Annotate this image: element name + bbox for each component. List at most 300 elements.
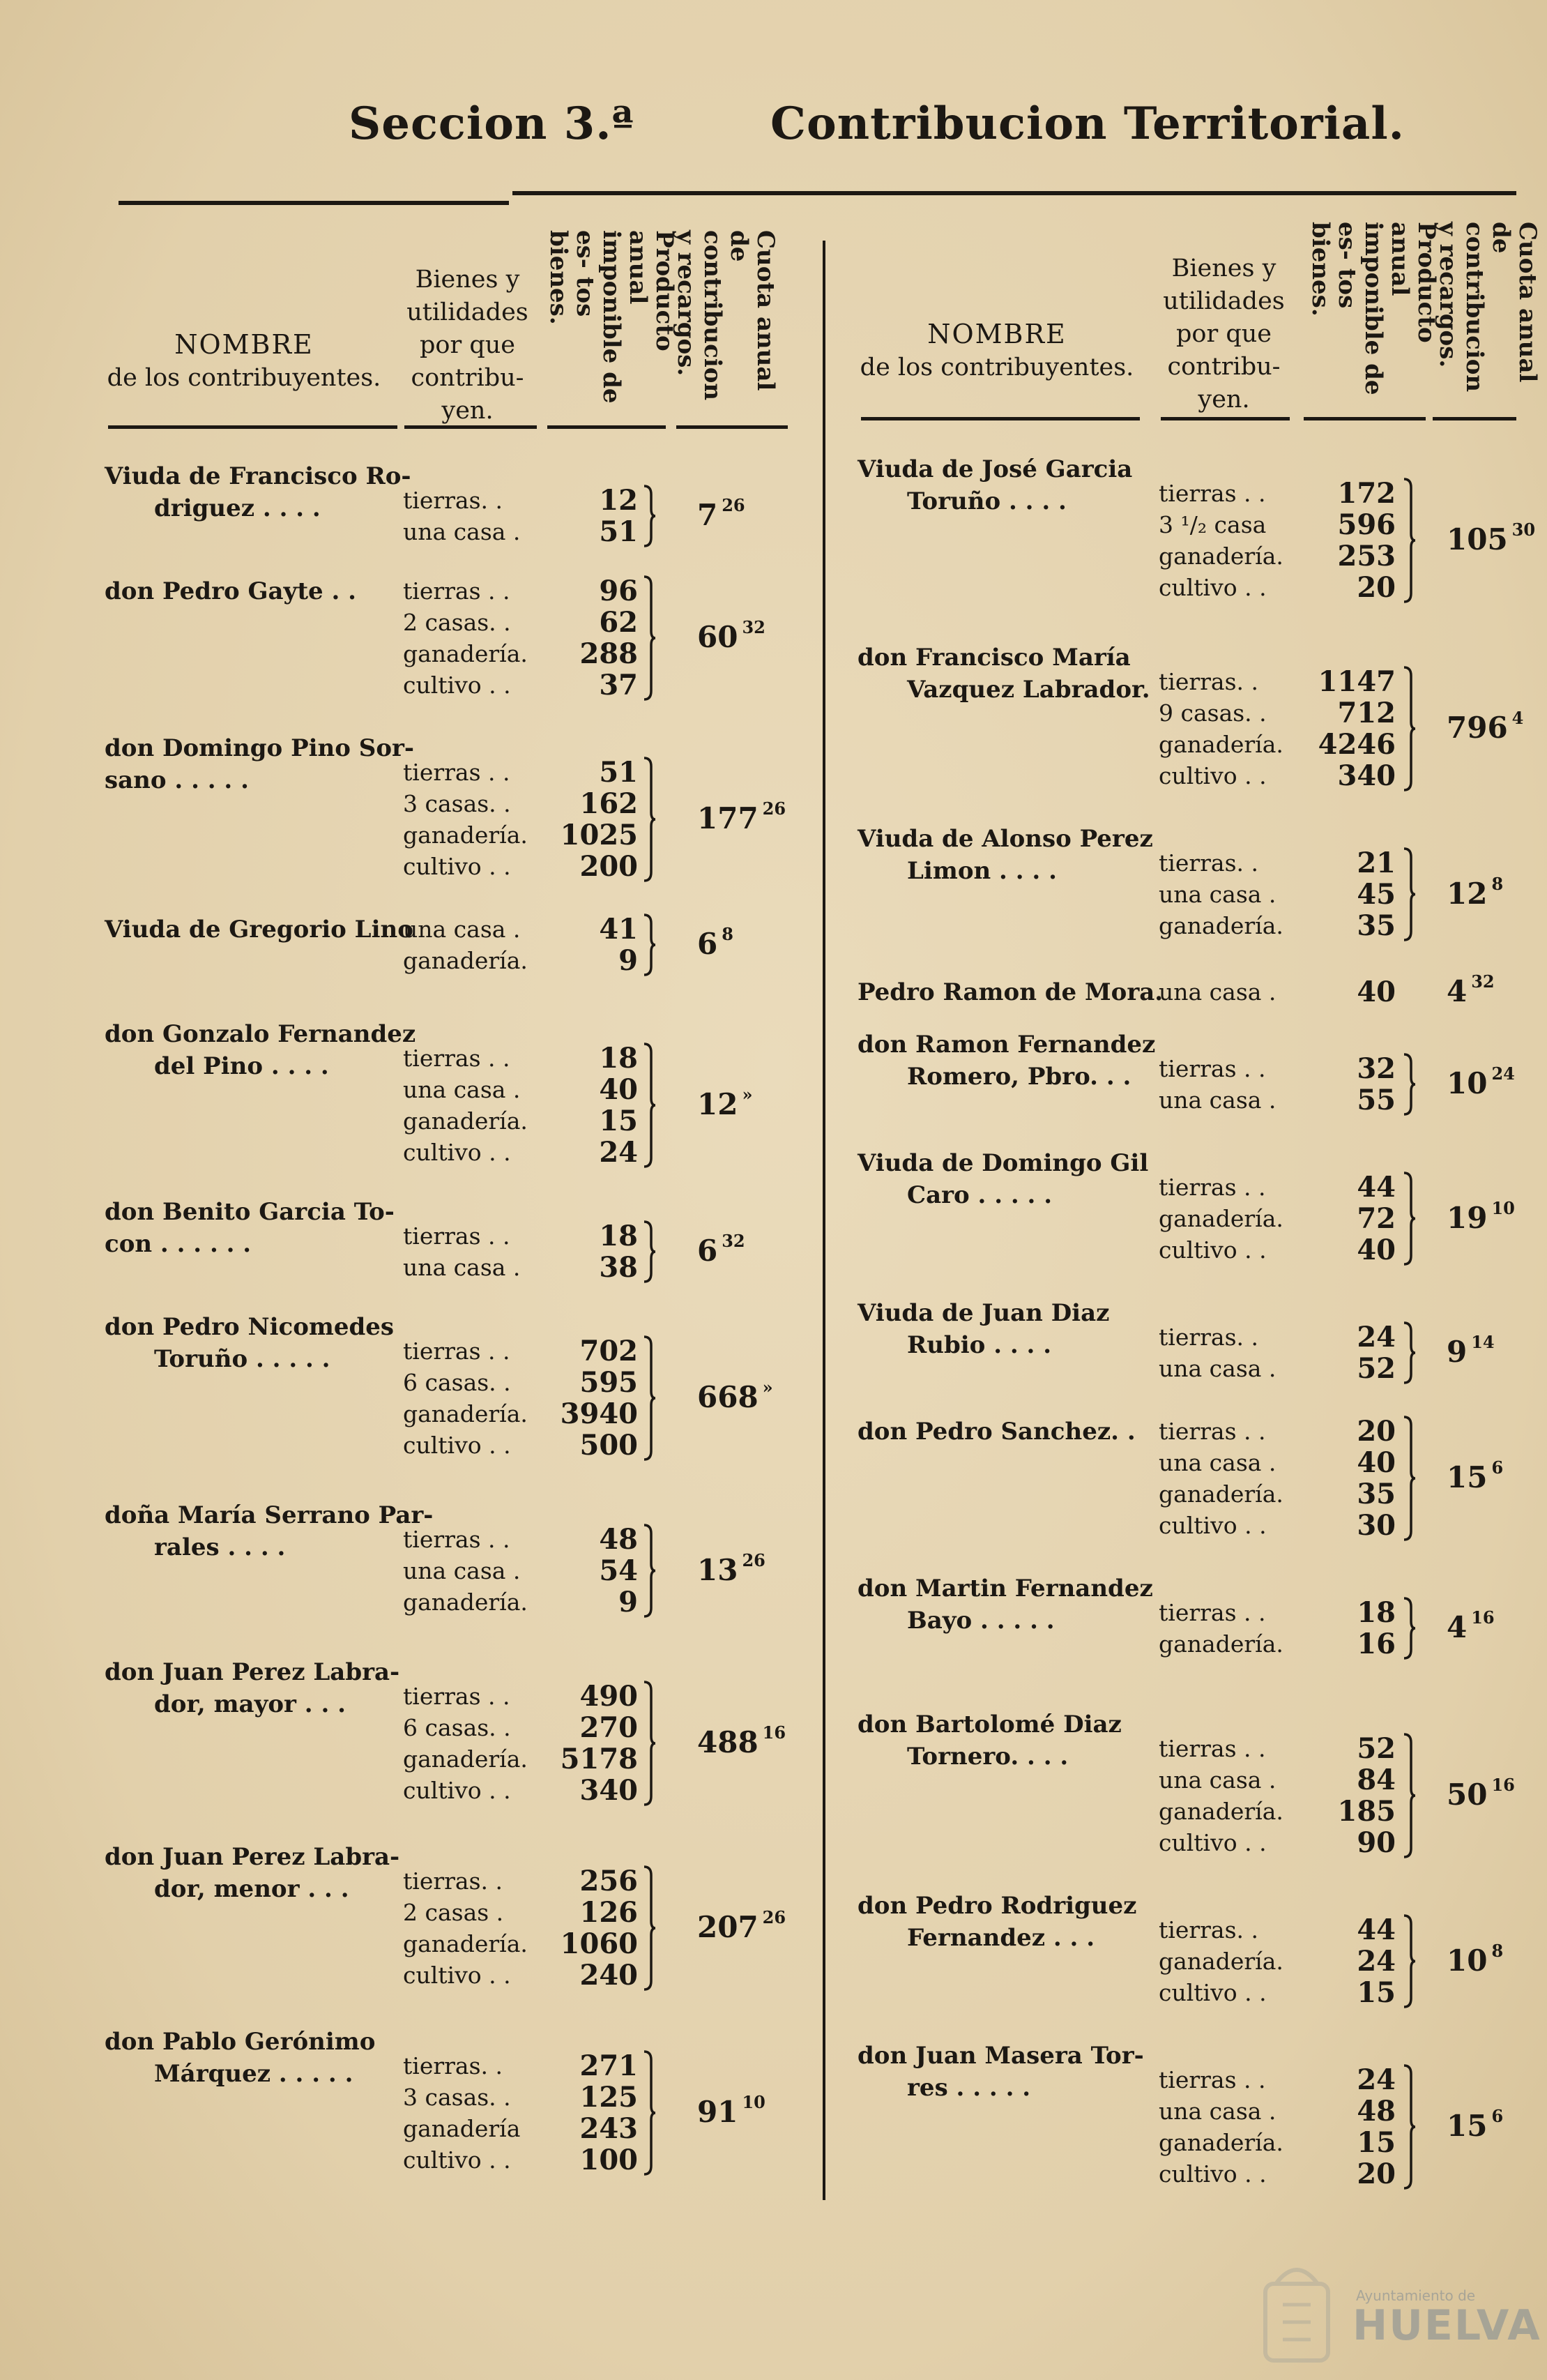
cuota-cents: 26 (722, 495, 745, 515)
bien-item: tierras . . (403, 1526, 510, 1553)
cuota-main: 50 (1447, 1778, 1488, 1812)
bienes-list (403, 757, 528, 882)
contributor-name: doña María Serrano rales . . . . (105, 1501, 370, 1561)
producto-values (554, 575, 638, 701)
producto-value: 51 (599, 515, 638, 548)
producto-value: 30 (1357, 1509, 1396, 1542)
producto-value: 90 (1357, 1826, 1396, 1859)
bien-item: tierras . . (403, 1222, 510, 1250)
left-underline-bienes (404, 425, 537, 429)
cuota-cents: » (762, 1377, 773, 1397)
cuota-amount (1447, 1940, 1504, 1978)
contributor-name: Viuda de Francisco Ro- driguez . . . . (105, 462, 411, 522)
bien-item: tierras . . (1159, 1735, 1266, 1762)
right-underline-bienes (1161, 417, 1290, 420)
producto-values (1312, 666, 1396, 791)
bienes-list (1159, 847, 1283, 941)
bien-item: tierras . . (1159, 480, 1266, 507)
producto-value: 712 (1337, 697, 1396, 729)
bien-item: ganadería. (1159, 912, 1283, 939)
producto-value: 126 (579, 1896, 638, 1929)
bien-item: una casa . (1159, 1449, 1277, 1476)
bien-item: ganadería. (403, 640, 528, 667)
producto-value: 12 (599, 484, 638, 517)
producto-value: 51 (599, 756, 638, 789)
producto-value: 240 (579, 1959, 638, 1992)
cuota-cents: 32 (722, 1231, 745, 1251)
producto-value: 84 (1357, 1764, 1396, 1796)
brace-icon (1401, 1597, 1417, 1660)
cuota-main: 207 (697, 1910, 759, 1944)
producto-value: 15 (599, 1105, 638, 1137)
producto-value: 40 (1357, 1234, 1396, 1266)
cuota-main: 488 (697, 1725, 759, 1759)
cuota-amount (1447, 873, 1504, 911)
producto-value: 20 (1357, 2158, 1396, 2190)
contributor-name: don Juan Perez Labra- dor, menor . . . (105, 1843, 400, 1903)
cuota-cents: 16 (1491, 1775, 1515, 1795)
bien-item: una casa . (1159, 1766, 1277, 1794)
bienes-list (403, 485, 520, 547)
bien-item: tierras . . (1159, 1418, 1266, 1445)
cuota-main: 4 (1447, 1610, 1468, 1644)
bien-item: ganadería. (403, 1400, 528, 1427)
left-underline-nombre (108, 425, 397, 429)
producto-value: 24 (1357, 2063, 1396, 2096)
watermark-small-text: Ayuntamiento de (1356, 2287, 1476, 2304)
right-header-producto: Producto anual imponible de es- tos bienes. (1306, 222, 1440, 395)
left-header-nombre-line1: NOMBRE (174, 329, 314, 360)
bien-item: tierras . . (403, 1337, 510, 1365)
producto-value: 256 (579, 1865, 638, 1897)
cuota-cents: 8 (1491, 873, 1504, 894)
bienes-list (1159, 1053, 1276, 1116)
bien-item: ganadería. (1159, 1948, 1283, 1975)
bien-item: una casa . (403, 1254, 521, 1281)
brace-icon (1401, 2064, 1417, 2190)
cuota-amount (1447, 1063, 1515, 1100)
cuota-main: 15 (1447, 1460, 1488, 1494)
producto-value: 40 (1357, 1446, 1396, 1479)
bien-item: cultivo . . (1159, 1829, 1267, 1856)
cuota-amount (1447, 708, 1524, 745)
left-header-producto: Producto anual imponible de es- tos bienes. (544, 230, 678, 404)
producto-value: 3940 (560, 1397, 638, 1430)
bienes-list (1159, 1597, 1283, 1660)
cuota-amount (697, 617, 765, 654)
bien-item: ganadería. (403, 1589, 528, 1616)
bien-item: cultivo . . (1159, 1979, 1267, 2006)
producto-values (1312, 1416, 1396, 1541)
cuota-amount (697, 2092, 765, 2129)
producto-value: 595 (579, 1366, 638, 1399)
bienes-list (1159, 976, 1276, 1008)
producto-value: 21 (1357, 847, 1396, 879)
bien-item: tierras . . (1159, 2066, 1266, 2093)
producto-values (554, 1220, 638, 1283)
producto-values (1312, 976, 1396, 1008)
brace-icon (1401, 1321, 1417, 1384)
producto-value: 44 (1357, 1913, 1396, 1946)
right-header-nombre (858, 317, 1136, 384)
header-rule-left (119, 201, 509, 205)
bien-item: una casa . (1159, 2098, 1277, 2125)
cuota-amount (697, 1231, 745, 1268)
brace-icon (1401, 478, 1417, 603)
producto-value: 62 (599, 606, 638, 639)
contributor-name: Viuda de Juan Diaz Rubio . . . . (858, 1299, 1110, 1359)
producto-value: 32 (1357, 1052, 1396, 1085)
brace-icon (641, 1220, 657, 1283)
producto-value: 490 (579, 1680, 638, 1713)
producto-values (1312, 1172, 1396, 1266)
cuota-cents: 10 (742, 2092, 765, 2112)
bien-item: tierras . . (1159, 1599, 1266, 1626)
bien-item: tierras. . (403, 487, 503, 514)
bienes-list (403, 1335, 528, 1461)
bien-item: 3 ¹/₂ casa (1159, 511, 1267, 538)
bienes-list (403, 1681, 528, 1806)
contributor-name: Viuda de Alonso Perez Limon . . . . (858, 825, 1153, 885)
producto-values (1312, 478, 1396, 603)
bien-item: cultivo . . (1159, 1512, 1267, 1539)
left-header-nombre (105, 328, 383, 395)
right-header-nombre-line1: NOMBRE (927, 319, 1067, 349)
left-underline-cuota (676, 425, 788, 429)
bien-item: 3 casas. . (403, 790, 511, 817)
bien-item: ganadería. (403, 1745, 528, 1773)
bien-item: 3 casas. . (403, 2084, 511, 2111)
cuota-amount (1447, 1607, 1495, 1644)
producto-value: 48 (1357, 2095, 1396, 2128)
producto-value: 288 (579, 637, 638, 670)
cuota-main: 19 (1447, 1200, 1488, 1235)
producto-value: 340 (579, 1774, 638, 1807)
producto-value: 24 (1357, 1945, 1396, 1978)
bienes-list (1159, 1416, 1283, 1541)
cuota-main: 4 (1447, 973, 1468, 1008)
contributor-name: don Pedro Sanchez. . (858, 1418, 1136, 1446)
producto-value: 200 (579, 850, 638, 883)
right-underline-nombre (861, 417, 1140, 420)
bienes-list (1159, 2064, 1283, 2190)
bienes-list (403, 914, 528, 976)
producto-value: 162 (579, 787, 638, 820)
contributor-name: don Martin Fernandez Bayo . . . . . (858, 1575, 1153, 1635)
contributor-name: Viuda de Domingo Gil Caro . . . . . (858, 1149, 1149, 1209)
cuota-cents: 4 (1511, 708, 1524, 728)
cuota-amount (1447, 1457, 1504, 1494)
bien-item: tierras . . (403, 1683, 510, 1710)
cuota-main: 6 (697, 927, 718, 961)
bien-item: tierras. . (1159, 668, 1258, 695)
bien-item: tierras . . (403, 577, 510, 605)
brace-icon (641, 914, 657, 976)
producto-values (1312, 1733, 1396, 1858)
cuota-amount (1447, 522, 1535, 556)
right-header-cuota: Cuota anual de contribucion y recargos. (1434, 222, 1541, 393)
cuota-main: 12 (1447, 876, 1488, 911)
producto-value: 271 (579, 2049, 638, 2082)
cuota-main: 7 (697, 498, 718, 532)
watermark-big-text: HUELVA (1352, 2301, 1541, 2350)
contributor-name: don Pedro Gayte . . (105, 577, 357, 605)
brace-icon (1401, 1053, 1417, 1116)
cuota-cents: 32 (1471, 971, 1495, 992)
producto-value: 9 (618, 1586, 638, 1619)
brace-icon (641, 1681, 657, 1806)
bien-item: tierras. . (403, 2052, 503, 2079)
producto-value: 1147 (1318, 665, 1396, 698)
bien-item: ganadería. (1159, 543, 1283, 570)
producto-value: 340 (1337, 759, 1396, 792)
producto-value: 55 (1357, 1084, 1396, 1116)
bien-item: tierras . . (1159, 1055, 1266, 1082)
producto-value: 172 (1337, 477, 1396, 510)
bien-item: cultivo . . (403, 1962, 511, 1989)
producto-value: 16 (1357, 1628, 1396, 1660)
bienes-list (403, 1865, 528, 1991)
bien-item: ganadería. (1159, 731, 1283, 758)
producto-values (554, 914, 638, 976)
cuota-main: 6 (697, 1234, 718, 1268)
cuota-cents: 6 (1491, 2106, 1504, 2126)
bien-item: tierras . . (403, 759, 510, 786)
right-underline-cuota (1433, 417, 1516, 420)
cuota-amount (697, 495, 745, 532)
bien-item: una casa . (403, 1076, 521, 1103)
cuota-main: 13 (697, 1552, 738, 1587)
cuota-amount (1447, 2106, 1504, 2143)
cuota-amount (1447, 1197, 1515, 1235)
contributor-name: don Domingo Pino Sor- sano . . . . . (105, 734, 415, 794)
bienes-list (403, 1220, 520, 1283)
producto-value: 24 (599, 1136, 638, 1169)
contributor-name: don Pedro Rodriguez Fernandez . . . (858, 1892, 1137, 1952)
brace-icon (1401, 1172, 1417, 1266)
cuota-cents: 8 (722, 924, 733, 944)
bien-item: tierras. . (1159, 849, 1258, 877)
producto-values (554, 1865, 638, 1991)
cuota-amount (697, 1907, 786, 1944)
bien-item: ganadería. (403, 1930, 528, 1957)
producto-value: 18 (599, 1042, 638, 1075)
cuota-main: 668 (697, 1380, 759, 1414)
producto-value: 24 (1357, 1321, 1396, 1354)
contributor-name: don Juan Perez Labra- dor, mayor . . . (105, 1658, 400, 1718)
cuota-main: 105 (1447, 522, 1508, 556)
cuota-amount (697, 1549, 765, 1587)
producto-value: 185 (1337, 1795, 1396, 1828)
contributor-name: don Juan Masera Tor- res . . . . . (858, 2042, 1144, 2102)
contributor-name: Viuda de Gregorio Lino (105, 916, 413, 943)
producto-values (554, 485, 638, 547)
bien-item: ganadería. (1159, 2129, 1283, 2156)
brace-icon (641, 1865, 657, 1991)
contributor-name: don Pedro Nicomedes Toruño . . . . . (105, 1313, 395, 1373)
cuota-cents: 26 (762, 1907, 786, 1927)
cuota-cents: 30 (1511, 520, 1536, 540)
cuota-cents: 6 (1491, 1457, 1504, 1478)
cuota-amount (697, 1084, 753, 1121)
cuota-amount (697, 1722, 786, 1759)
brace-icon (641, 1335, 657, 1461)
bien-item: tierras. . (1159, 1324, 1258, 1351)
right-header-bienes: Bienes y utilidades por que contribu- yen. (1163, 255, 1285, 414)
bien-item: una casa . (403, 1557, 521, 1584)
bien-item: 2 casas . (403, 1899, 504, 1926)
bienes-list (403, 1043, 528, 1168)
cuota-amount (1447, 1332, 1495, 1369)
cuota-main: 60 (697, 620, 738, 654)
producto-value: 5178 (560, 1743, 638, 1775)
bien-item: cultivo . . (1159, 762, 1267, 789)
producto-value: 45 (1357, 878, 1396, 911)
producto-value: 44 (1357, 1171, 1396, 1204)
cuota-cents: 26 (742, 1549, 765, 1570)
producto-value: 9 (618, 944, 638, 977)
bien-item: 2 casas. . (403, 609, 511, 636)
bien-item: ganadería. (1159, 1480, 1283, 1508)
producto-values (554, 2050, 638, 2176)
bien-item: cultivo . . (1159, 1236, 1267, 1264)
bien-item: una casa . (403, 518, 521, 545)
producto-value: 41 (599, 913, 638, 946)
producto-value: 4246 (1318, 728, 1396, 761)
producto-value: 96 (599, 575, 638, 607)
bien-item: ganadería. (1159, 1798, 1283, 1825)
bienes-list (1159, 1172, 1283, 1266)
producto-value: 253 (1337, 540, 1396, 573)
cuota-main: 9 (1447, 1335, 1468, 1369)
cuota-main: 796 (1447, 711, 1508, 745)
bien-item: tierras. . (403, 1867, 503, 1895)
producto-value: 35 (1357, 1478, 1396, 1510)
producto-values (1312, 2064, 1396, 2190)
cuota-cents: 24 (1491, 1063, 1515, 1084)
contributor-name: don Ramon Fernandez Romero, Pbro. . . (858, 1031, 1156, 1091)
cuota-cents: » (742, 1084, 753, 1105)
cuota-amount (697, 924, 733, 961)
cuota-amount (1447, 971, 1495, 1008)
producto-value: 18 (599, 1220, 638, 1252)
brace-icon (1401, 1416, 1417, 1541)
bien-item: tierras . . (403, 1045, 510, 1072)
left-header-nombre-line2: de los contribuyentes. (107, 364, 381, 392)
right-header-nombre-line2: de los contribuyentes. (860, 354, 1134, 381)
cuota-cents: 14 (1471, 1332, 1495, 1352)
bien-item: ganadería. (403, 821, 528, 849)
brace-icon (641, 1524, 657, 1618)
left-underline-producto (547, 425, 666, 429)
cuota-amount (697, 1377, 773, 1414)
bienes-list (403, 575, 528, 701)
producto-value: 72 (1357, 1202, 1396, 1235)
producto-value: 20 (1357, 1415, 1396, 1448)
bien-item: una casa . (1159, 978, 1277, 1006)
bien-item: cultivo . . (403, 1777, 511, 1804)
producto-value: 500 (579, 1429, 638, 1462)
left-header-bienes: Bienes y utilidades por que contribu- yen. (406, 266, 528, 425)
contributor-name: Viuda de José Garcia Toruño . . . . (858, 455, 1133, 515)
producto-values (1312, 1597, 1396, 1660)
cuota-cents: 8 (1491, 1940, 1504, 1961)
bienes-list (1159, 666, 1283, 791)
column-divider (823, 241, 825, 2200)
section-title: Seccion 3.ª (349, 98, 634, 150)
producto-value: 125 (579, 2081, 638, 2114)
bien-item: una casa . (1159, 1086, 1277, 1114)
producto-value: 702 (579, 1335, 638, 1367)
bien-item: cultivo . . (403, 2146, 511, 2174)
bien-item: tierras . . (1159, 1174, 1266, 1201)
header-rule-right (512, 191, 1516, 195)
cuota-main: 10 (1447, 1066, 1488, 1100)
bien-item: cultivo . . (403, 1432, 511, 1459)
bienes-list (403, 1524, 528, 1618)
producto-values (554, 757, 638, 882)
producto-value: 35 (1357, 909, 1396, 942)
brace-icon (641, 1043, 657, 1168)
brace-icon (641, 485, 657, 547)
cuota-amount (1447, 1775, 1515, 1812)
contributor-name: don Gonzalo Fernandez del Pino . . . . (105, 1020, 416, 1080)
producto-value: 52 (1357, 1352, 1396, 1385)
brace-icon (641, 575, 657, 701)
producto-value: 20 (1357, 571, 1396, 604)
producto-values (554, 1335, 638, 1461)
bien-item: una casa . (1159, 1355, 1277, 1382)
cuota-main: 12 (697, 1087, 738, 1121)
producto-values (1312, 1053, 1396, 1116)
producto-value: 596 (1337, 508, 1396, 541)
contributor-name: don Benito Garcia To- con . . . . . . (105, 1198, 395, 1258)
contributor-name: don Bartolomé Diaz Tornero. . . . (858, 1711, 1122, 1771)
bien-item: una casa . (403, 916, 521, 943)
producto-value: 54 (599, 1554, 638, 1587)
bien-item: una casa . (1159, 881, 1277, 908)
brace-icon (641, 757, 657, 882)
producto-value: 15 (1357, 1976, 1396, 2009)
bien-item: 6 casas. . (403, 1714, 511, 1741)
producto-values (1312, 847, 1396, 941)
document-title: Contribucion Territorial. (770, 98, 1405, 150)
producto-value: 1025 (560, 819, 638, 851)
brace-icon (1401, 666, 1417, 791)
contributor-name: don Pablo Gerónimo Márquez . . . . . (105, 2028, 376, 2088)
producto-value: 48 (599, 1523, 638, 1556)
cuota-main: 10 (1447, 1943, 1488, 1978)
right-underline-producto (1304, 417, 1426, 420)
bien-item: cultivo . . (1159, 574, 1267, 601)
bien-item: 9 casas. . (1159, 699, 1267, 727)
bien-item: cultivo . . (1159, 2160, 1267, 2188)
producto-value: 38 (599, 1251, 638, 1284)
bienes-list (1159, 478, 1283, 603)
bien-item: ganadería. (403, 1107, 528, 1135)
cuota-cents: 16 (1471, 1607, 1495, 1628)
producto-values (1312, 1914, 1396, 2008)
producto-value: 270 (579, 1711, 638, 1744)
producto-values (554, 1681, 638, 1806)
producto-values (1312, 1321, 1396, 1384)
bien-item: ganadería. (403, 947, 528, 974)
cuota-main: 177 (697, 801, 759, 835)
bienes-list (403, 2050, 520, 2176)
brace-icon (1401, 847, 1417, 941)
bienes-list (1159, 1914, 1283, 2008)
bien-item: cultivo . . (403, 672, 511, 699)
